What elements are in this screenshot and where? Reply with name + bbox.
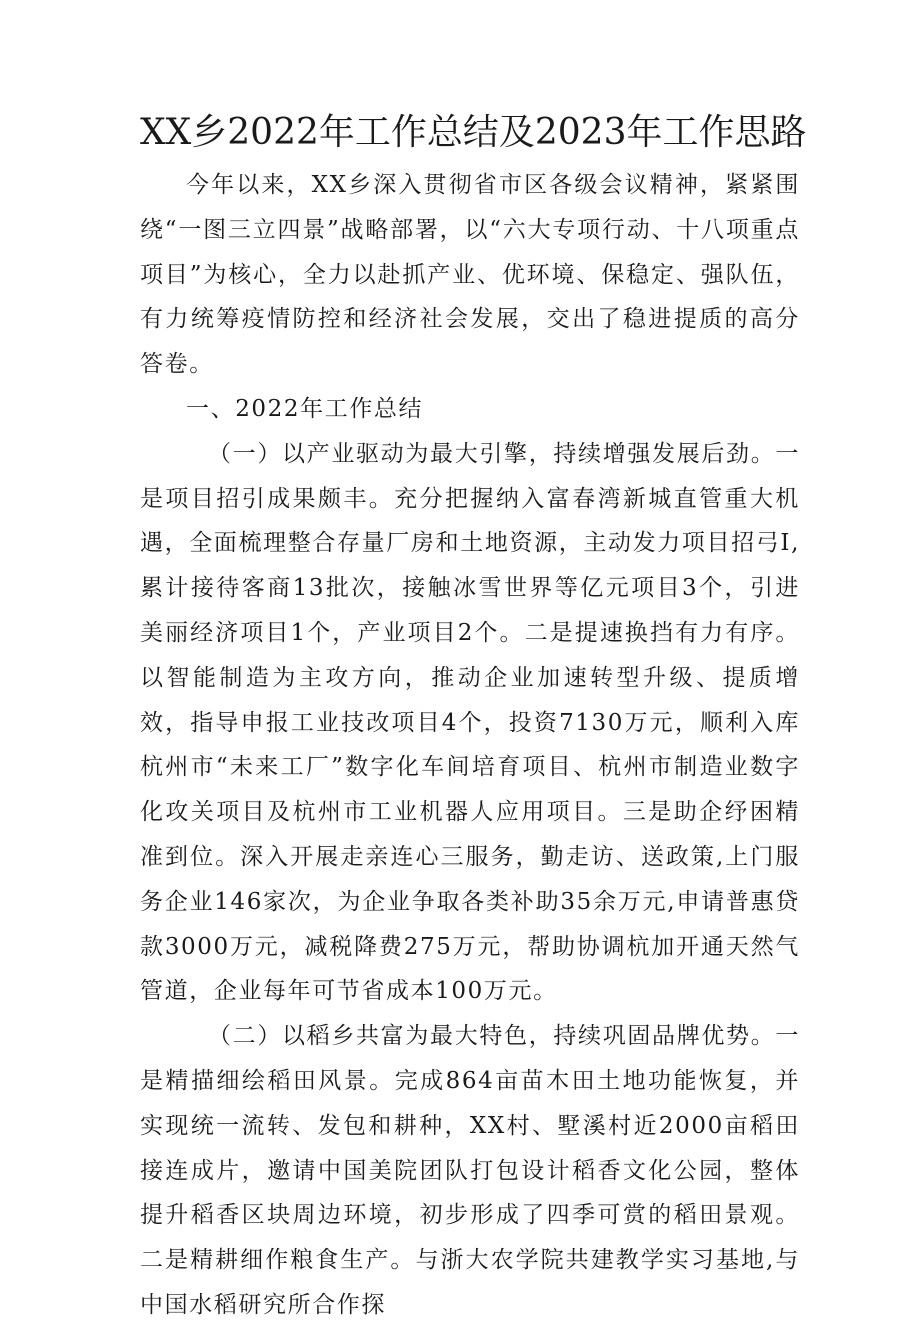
document-body: [140, 163, 800, 1328]
document-title: XX乡2022年工作总结及2023年工作思路: [140, 112, 807, 153]
intro-paragraph: 今年以来，XX乡深入贯彻省市区各级会议精神，紧紧围绕“一图三立四景”战略部署，以“六大专项行动、十八项重点项目”为核心，全力以赴抓产业、优环境、保稳定、强队伍，有力统筹疫情防控和经济社会发展，交出了稳进提质的高分答卷。: [140, 172, 800, 378]
section-1-heading: 一、2022年工作总结: [186, 395, 424, 422]
subsection-2-paragraph: （二）以稻乡共富为最大特色，持续巩固品牌优势。一是精描细绘稻田风景。完成864亩苗木田土地功能恢复，并实现统一流转、发包和耕种，XX村、墅溪村近2000亩稻田接连成片，邀请中国美院团队打包设计稻香文化公园，整体提升稻香区块周边环境，初步形成了四季可赏的稻田景观。二是精耕细作粮食生产。与浙大农学院共建教学实习基地,与中国水稻研究所合作探: [140, 1023, 800, 1318]
subsection-1-paragraph: （一）以产业驱动为最大引擎，持续增强发展后劲。一是项目招引成果颇丰。充分把握纳入富春湾新城直管重大机遇，全面梳理整合存量厂房和土地资源，主动发力项目招弓I,累计接待客商13批次，接触冰雪世界等亿元项目3个，引进美丽经济项目1个，产业项目2个。二是提速换挡有力有序。以智能制造为主攻方向，推动企业加速转型升级、提质增效，指导申报工业技改项目4个，投资7130万元，顺利入库杭州市“未来工厂”数字化车间培育项目、杭州市制造业数字化攻关项目及杭州市工业机器人应用项目。三是助企纾困精准到位。深入开展走亲连心三服务，勤走访、送政策,上门服务企业146家次，为企业争取各类补助35余万元,申请普惠贷款3000万元，减税降费275万元，帮助协调杭加开通天然气管道，企业每年可节省成本100万元。: [140, 440, 800, 1005]
